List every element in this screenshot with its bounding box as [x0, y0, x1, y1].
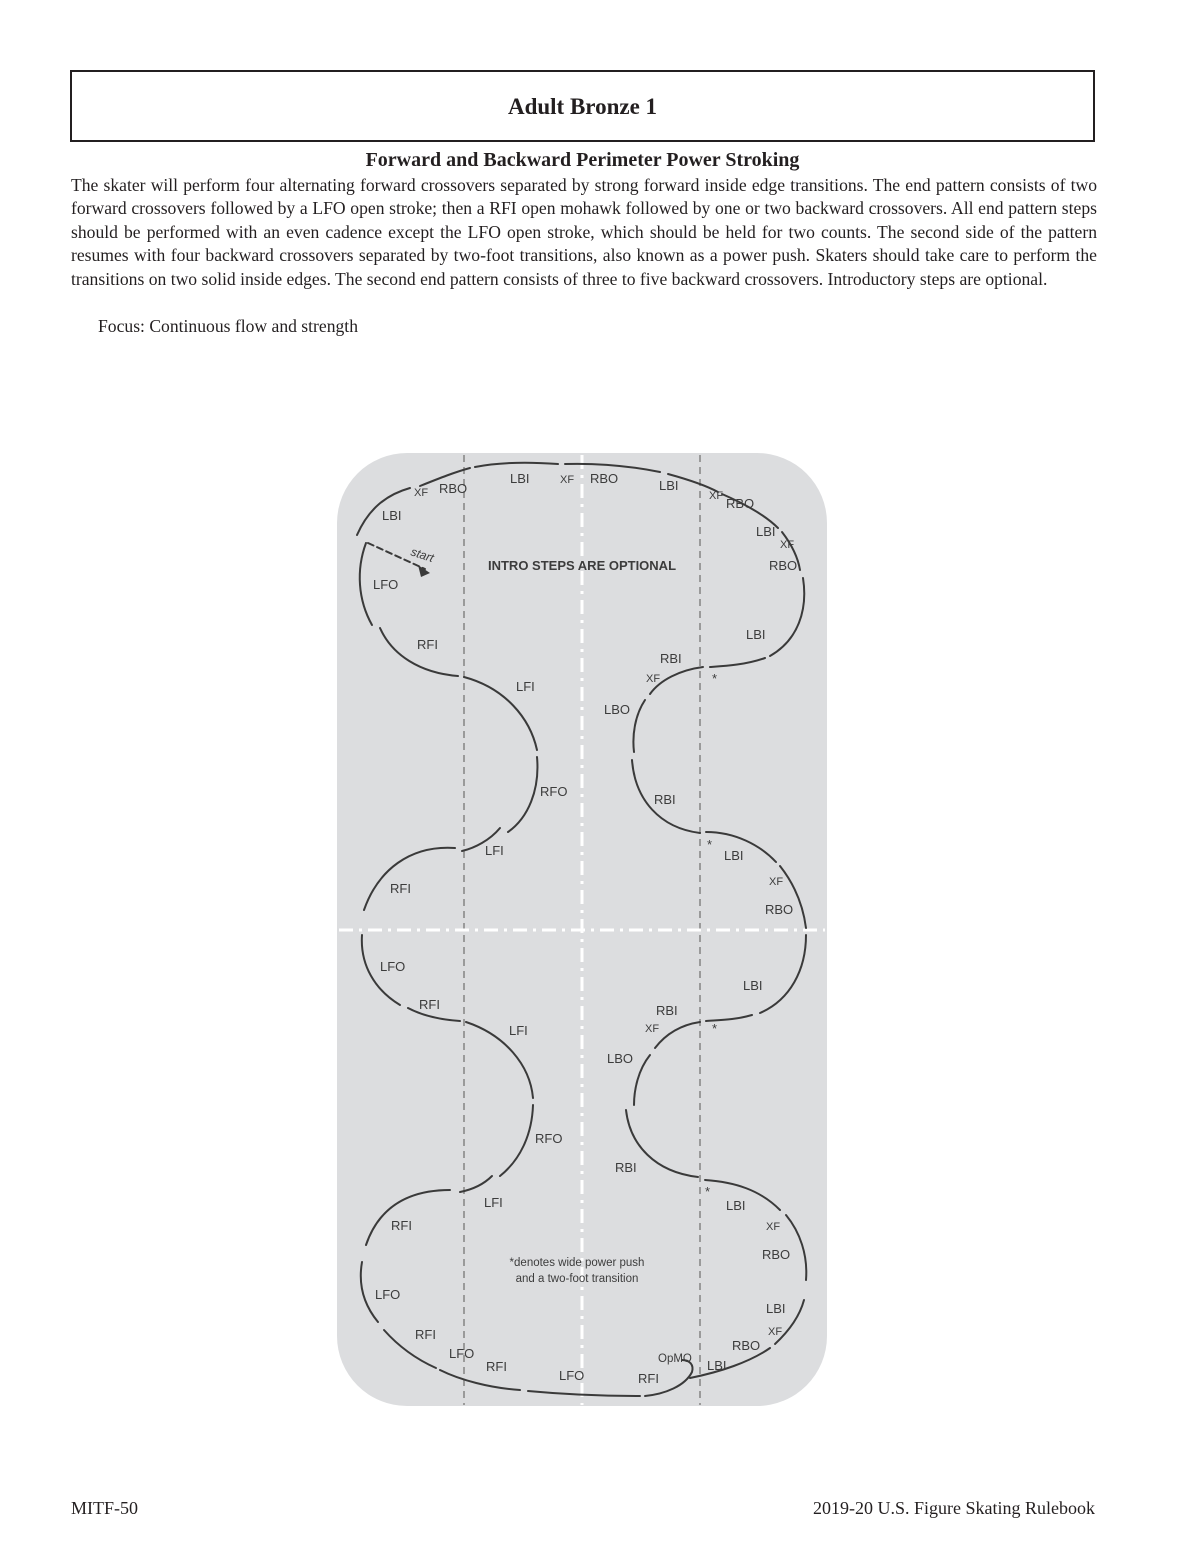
footnote-line-2: and a two-foot transition	[515, 1273, 639, 1285]
label-bottom-lfo-2: LFO	[559, 1368, 585, 1383]
label-right-xf-5: XF	[768, 1326, 783, 1338]
label-right-lbi-1: LBI	[746, 627, 766, 642]
label-left-rfi-5: RFI	[415, 1327, 436, 1342]
label-right-star-2: *	[707, 837, 713, 852]
label-left-rfi-3: RFI	[419, 997, 440, 1012]
label-left-lfi-1: LFI	[516, 679, 535, 694]
label-right-xf-3: XF	[645, 1023, 660, 1035]
section-subtitle: Forward and Backward Perimeter Power Stroking	[365, 149, 800, 171]
label-top-rbo-1: RBO	[439, 481, 468, 496]
label-bottom-rfi-1: RFI	[486, 1359, 507, 1374]
label-right-rbi-2: RBI	[654, 792, 676, 807]
label-right-lbi-4: LBI	[726, 1198, 746, 1213]
label-left-rfo-1: RFO	[540, 784, 568, 799]
label-left-rfi-2: RFI	[390, 881, 411, 896]
label-left-rfi-1: RFI	[417, 637, 438, 652]
label-top-xf-3: XF	[709, 490, 724, 502]
label-right-rbi-4: RBI	[615, 1160, 637, 1175]
label-right-star-3: *	[712, 1021, 718, 1036]
label-top-lbi-3: LBI	[659, 478, 679, 493]
label-right-xf-1: XF	[646, 673, 661, 685]
label-right-star-1: *	[712, 671, 718, 686]
intro-note: INTRO STEPS ARE OPTIONAL	[487, 558, 677, 573]
label-right-xf-4: XF	[766, 1221, 781, 1233]
label-top-xf-1: XF	[414, 487, 429, 499]
label-top-xf-4: XF	[780, 539, 795, 551]
label-top-xf-2: XF	[560, 474, 575, 486]
start-label: start	[409, 544, 436, 566]
label-bottom-rfi-2: RFI	[638, 1371, 659, 1386]
label-bottom-lfo-1: LFO	[449, 1346, 475, 1361]
label-right-star-4: *	[705, 1184, 711, 1199]
label-right-lbo-1: LBO	[604, 702, 631, 717]
label-left-rfo-2: RFO	[535, 1131, 563, 1146]
label-right-lbo-2: LBO	[607, 1051, 634, 1066]
label-right-rbo-3: RBO	[732, 1338, 761, 1353]
label-left-lfi-3: LFI	[509, 1023, 528, 1038]
label-right-xf-2: XF	[769, 876, 784, 888]
label-top-lbi-2: LBI	[510, 471, 530, 486]
label-left-lfo-2: LFO	[380, 959, 406, 974]
description-paragraph: The skater will perform four alternating forward crossovers separated by strong forward inside edge transitions. The end pattern consists of two forward crossovers followed by a LFO open stroke; then a RFI open mohawk followed by one or two backward crossovers. All end pattern steps should be performed with an even cadence except the LFO open stroke, which should be held for two counts. The second side of the pattern resumes with four backward crossovers separated by two-foot transitions, also known as a power push. Skaters should take care to perform the transitions on two solid inside edges. The second end pattern consists of three to five backward crossovers. Introductory steps are optional.	[71, 175, 1097, 289]
page-title: Adult Bronze 1	[507, 94, 658, 119]
focus-line: Focus: Continuous flow and strength	[98, 316, 358, 336]
label-top-lbi-1: LBI	[382, 508, 402, 523]
label-left-lfi-4: LFI	[484, 1195, 503, 1210]
book-title: 2019-20 U.S. Figure Skating Rulebook	[813, 1498, 1095, 1518]
label-left-lfo-1: LFO	[373, 577, 399, 592]
label-right-rbi-3: RBI	[656, 1003, 678, 1018]
page-number: MITF-50	[71, 1498, 138, 1518]
label-top-rbo-4: RBO	[769, 558, 798, 573]
label-right-lbi-5: LBI	[766, 1301, 786, 1316]
label-right-lbi-3: LBI	[743, 978, 763, 993]
label-bottom-lbi: LBI	[707, 1358, 727, 1373]
label-top-lbi-4: LBI	[756, 524, 776, 539]
label-left-rfi-4: RFI	[391, 1218, 412, 1233]
label-bottom-opmo: OpMO	[658, 1353, 692, 1365]
label-top-rbo-2: RBO	[590, 471, 619, 486]
label-right-rbi-1: RBI	[660, 651, 682, 666]
footnote-line-1: *denotes wide power push	[509, 1257, 645, 1269]
label-left-lfo-3: LFO	[375, 1287, 401, 1302]
label-top-rbo-3: RBO	[726, 496, 755, 511]
label-right-rbo-1: RBO	[765, 902, 794, 917]
label-right-rbo-2: RBO	[762, 1247, 791, 1262]
label-right-lbi-2: LBI	[724, 848, 744, 863]
label-left-lfi-2: LFI	[485, 843, 504, 858]
